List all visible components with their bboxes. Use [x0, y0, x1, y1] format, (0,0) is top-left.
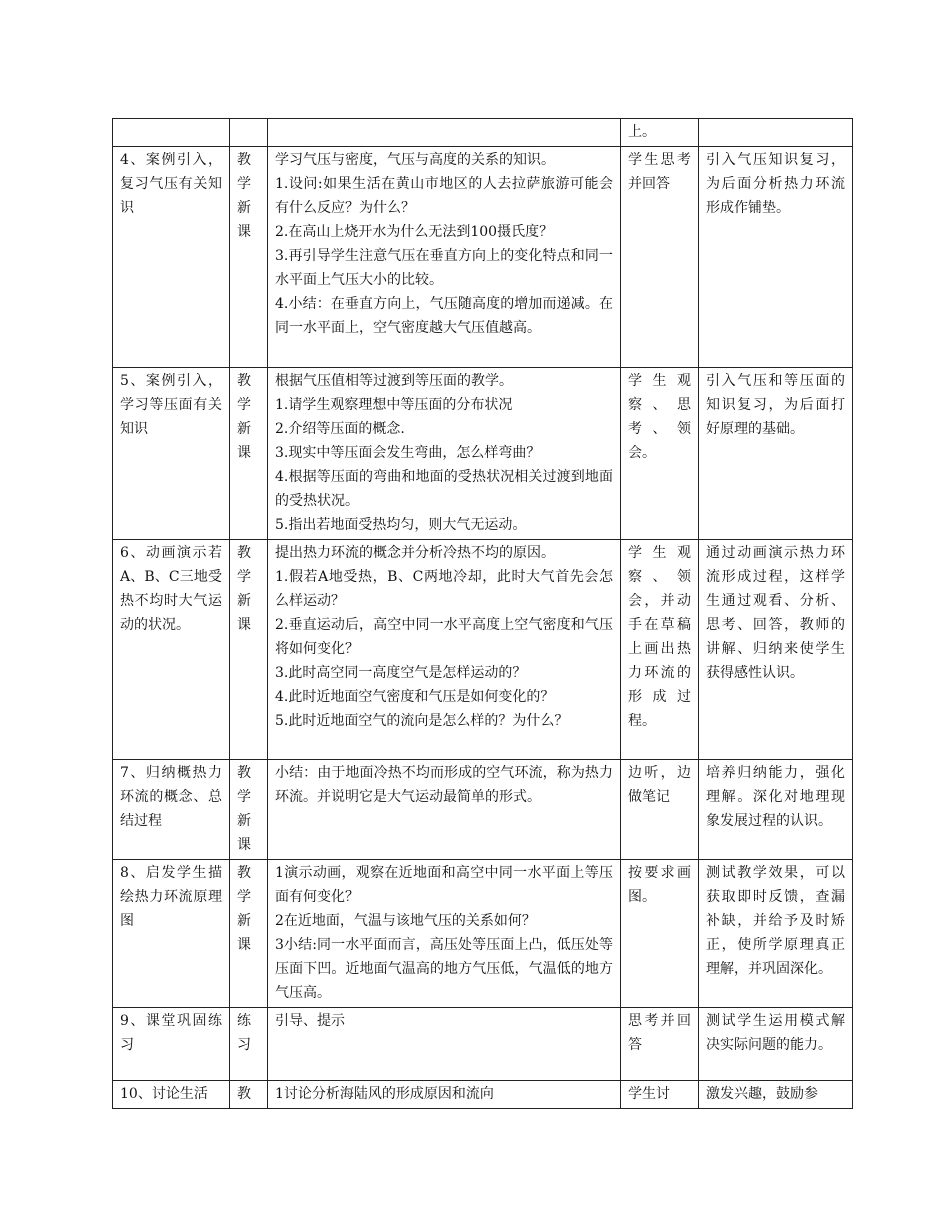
content-line: 1.设问:如果生活在黄山市地区的人去拉萨旅游可能会有什么反应？为什么？ [275, 176, 613, 216]
purpose-cell: 测试学生运用模式解决实际问题的能力。 [699, 1008, 853, 1081]
content-cell [268, 147, 621, 368]
content-line: 2.垂直运动后，高空中同一水平高度上空气密度和气压将如何变化？ [275, 617, 613, 657]
content-cell [268, 119, 621, 147]
content-line: 学习气压与密度，气压与高度的关系的知识。 [275, 152, 555, 168]
table-row [113, 119, 853, 147]
content-cell [268, 1008, 621, 1081]
table-row [113, 540, 853, 760]
step-cell: 7、归纳概热力环流的概念、总结过程 [113, 760, 230, 860]
content-line: 5.指出若地面受热均匀，则大气无运动。 [275, 517, 527, 533]
student-activity-cell: 学生观察、思考、领会。 [621, 368, 699, 540]
content-cell [268, 760, 621, 860]
step-cell: 10、讨论生活 [113, 1081, 230, 1109]
student-activity-cell: 思考并回答 [621, 1008, 699, 1081]
table-row [113, 1008, 853, 1081]
purpose-cell: 激发兴趣，鼓励参 [699, 1081, 853, 1109]
step-cell: 9、课堂巩固练习 [113, 1008, 230, 1081]
type-cell [230, 119, 268, 147]
content-line: 3.此时高空同一高度空气是怎样运动的？ [275, 665, 527, 681]
content-line: 4.小结：在垂直方向上，气压随高度的增加而递减。在同一水平面上，空气密度越大气压值越高。 [275, 296, 613, 336]
type-cell: 教学新课 [230, 860, 268, 1008]
table-row [113, 147, 853, 368]
purpose-cell [699, 119, 853, 147]
content-cell [268, 540, 621, 760]
step-cell: 8、启发学生描绘热力环流原理图 [113, 860, 230, 1008]
student-activity-cell: 学生思考并回答 [621, 147, 699, 368]
step-cell: 4、案例引入，复习气压有关知识 [113, 147, 230, 368]
type-cell: 教学新课 [230, 540, 268, 760]
content-line: 2.介绍等压面的概念. [275, 421, 405, 437]
content-line: 引导、提示 [275, 1013, 345, 1029]
type-cell: 教学新课 [230, 368, 268, 540]
table-row [113, 860, 853, 1008]
purpose-cell: 通过动画演示热力环流形成过程，这样学生通过观看、分析、思考、回答，教师的讲解、归纳来使学生获得感性认识。 [699, 540, 853, 760]
step-cell [113, 119, 230, 147]
type-cell: 教学新课 [230, 147, 268, 368]
type-cell: 练习 [230, 1008, 268, 1081]
step-cell: 5、案例引入，学习等压面有关知识 [113, 368, 230, 540]
table-row [113, 368, 853, 540]
content-line: 1演示动画，观察在近地面和高空中同一水平面上等压面有何变化？ [275, 865, 613, 905]
student-activity-cell: 按要求画图。 [621, 860, 699, 1008]
lesson-plan-body [113, 119, 853, 1109]
content-cell [268, 860, 621, 1008]
content-line: 提出热力环流的概念并分析冷热不均的原因。 [275, 545, 555, 561]
content-line: 3.再引导学生注意气压在垂直方向上的变化特点和同一水平面上气压大小的比较。 [275, 248, 613, 288]
student-activity-cell: 上。 [621, 119, 699, 147]
content-line: 2.在高山上烧开水为什么无法到100摄氏度？ [275, 224, 554, 240]
content-line: 1.假若A地受热，B、C两地冷却，此时大气首先会怎么样运动？ [275, 569, 613, 609]
content-line: 小结：由于地面冷热不均而形成的空气环流，称为热力环流。并说明它是大气运动最简单的形式。 [275, 765, 613, 805]
type-cell: 教学新课 [230, 760, 268, 860]
content-line: 根据气压值相等过渡到等压面的教学。 [275, 373, 513, 389]
content-cell [268, 368, 621, 540]
content-line: 2在近地面，气温与该地气压的关系如何？ [275, 913, 536, 929]
student-activity-cell: 学生讨 [621, 1081, 699, 1109]
purpose-cell: 培养归纳能力，强化理解。深化对地理现象发展过程的认识。 [699, 760, 853, 860]
content-line: 3小结:同一水平面而言，高压处等压面上凸，低压处等压面下凹。近地面气温高的地方气压低，气温低的地方气压高。 [275, 937, 613, 1001]
purpose-cell: 引入气压和等压面的知识复习，为后面打好原理的基础。 [699, 368, 853, 540]
content-line: 5.此时近地面空气的流向是怎么样的？为什么？ [275, 713, 569, 729]
content-line: 3.现实中等压面会发生弯曲，怎么样弯曲？ [275, 445, 541, 461]
content-line: 1.请学生观察理想中等压面的分布状况 [275, 397, 513, 413]
purpose-cell: 引入气压知识复习，为后面分析热力环流形成作铺垫。 [699, 147, 853, 368]
table-row [113, 1081, 853, 1109]
purpose-cell: 测试教学效果，可以获取即时反馈，查漏补缺，并给予及时矫正，使所学原理真正理解，并巩固深化。 [699, 860, 853, 1008]
type-cell: 教 [230, 1081, 268, 1109]
content-line: 4.此时近地面空气密度和气压是如何变化的？ [275, 689, 555, 705]
student-activity-cell: 学生观察、领会，并动手在草稿上画出热力环流的形成过程。 [621, 540, 699, 760]
content-line: 4.根据等压面的弯曲和地面的受热状况相关过渡到地面的受热状况。 [275, 469, 613, 509]
student-activity-cell: 边听，边做笔记 [621, 760, 699, 860]
lesson-plan-table [112, 118, 853, 1109]
step-cell: 6、动画演示若A、B、C三地受热不均时大气运动的状况。 [113, 540, 230, 760]
table-row [113, 760, 853, 860]
content-cell [268, 1081, 621, 1109]
content-line: 1讨论分析海陆风的形成原因和流向 [275, 1086, 494, 1102]
